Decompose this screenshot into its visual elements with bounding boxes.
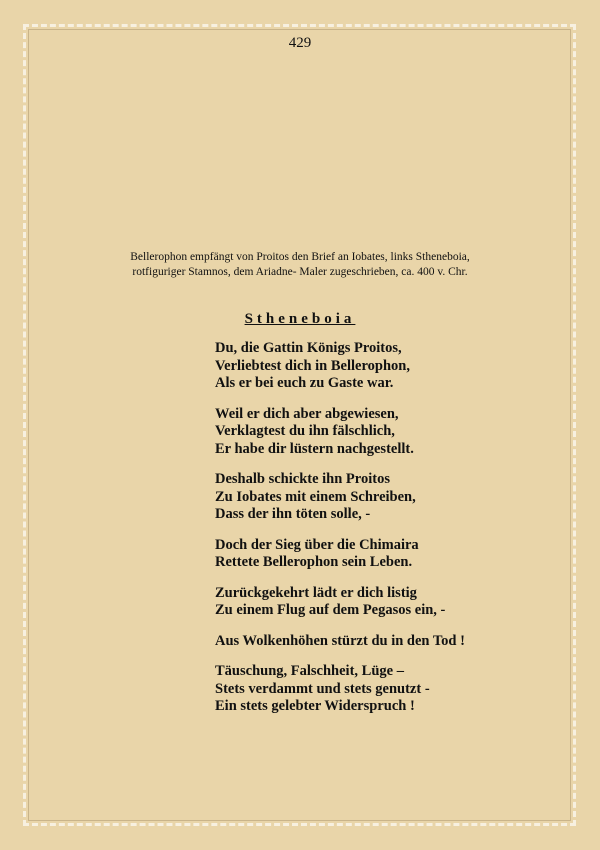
- poem-line: Dass der ihn töten solle, -: [215, 506, 371, 522]
- poem-line: Verliebtest dich in Bellerophon,: [215, 357, 410, 374]
- poem-line: Stets verdammt und stets genutzt -: [215, 680, 430, 697]
- stanza: [215, 471, 465, 524]
- poem-line: Als er bei euch zu Gaste war.: [215, 375, 394, 391]
- stanza: [215, 537, 465, 572]
- poem-body: [215, 340, 465, 729]
- poem-line: Verklagtest du ihn fälschlich,: [215, 423, 395, 439]
- poem-line: Zurückgekehrt lädt er dich listig: [215, 584, 417, 601]
- poem-line: Weil er dich aber abgewiesen,: [215, 405, 399, 422]
- poem-line: Täuschung, Falschheit, Lüge –: [215, 663, 404, 679]
- image-caption: [0, 250, 600, 280]
- caption-line: rotfiguriger Stamnos, dem Ariadne- Maler zugeschrieben, ca. 400 v. Chr.: [132, 266, 468, 278]
- poem-line: Aus Wolkenhöhen stürzt du in den Tod !: [215, 632, 465, 649]
- stanza: [215, 633, 465, 651]
- page-number: 429: [288, 35, 312, 51]
- poem-line: Zu einem Flug auf dem Pegasos ein, -: [215, 602, 446, 618]
- poem-line: Du, die Gattin Königs Proitos,: [215, 340, 402, 356]
- poem-line: Zu Iobates mit einem Schreiben,: [215, 488, 416, 505]
- stanza: [215, 663, 465, 716]
- poem-line: Deshalb schickte ihn Proitos: [215, 471, 390, 487]
- stanza: [215, 585, 465, 620]
- poem-line: Ein stets gelebter Widerspruch !: [215, 698, 415, 714]
- poem-line: Rettete Bellerophon sein Leben.: [215, 554, 413, 570]
- caption-line: Bellerophon empfängt von Proitos den Brief an Iobates, links Stheneboia,: [130, 251, 470, 263]
- poem-line: Er habe dir lüstern nachgestellt.: [215, 440, 414, 457]
- poem-title: Stheneboia: [244, 311, 356, 327]
- poem-line: Doch der Sieg über die Chimaira: [215, 536, 419, 553]
- stanza: [215, 406, 465, 459]
- stanza: [215, 340, 465, 393]
